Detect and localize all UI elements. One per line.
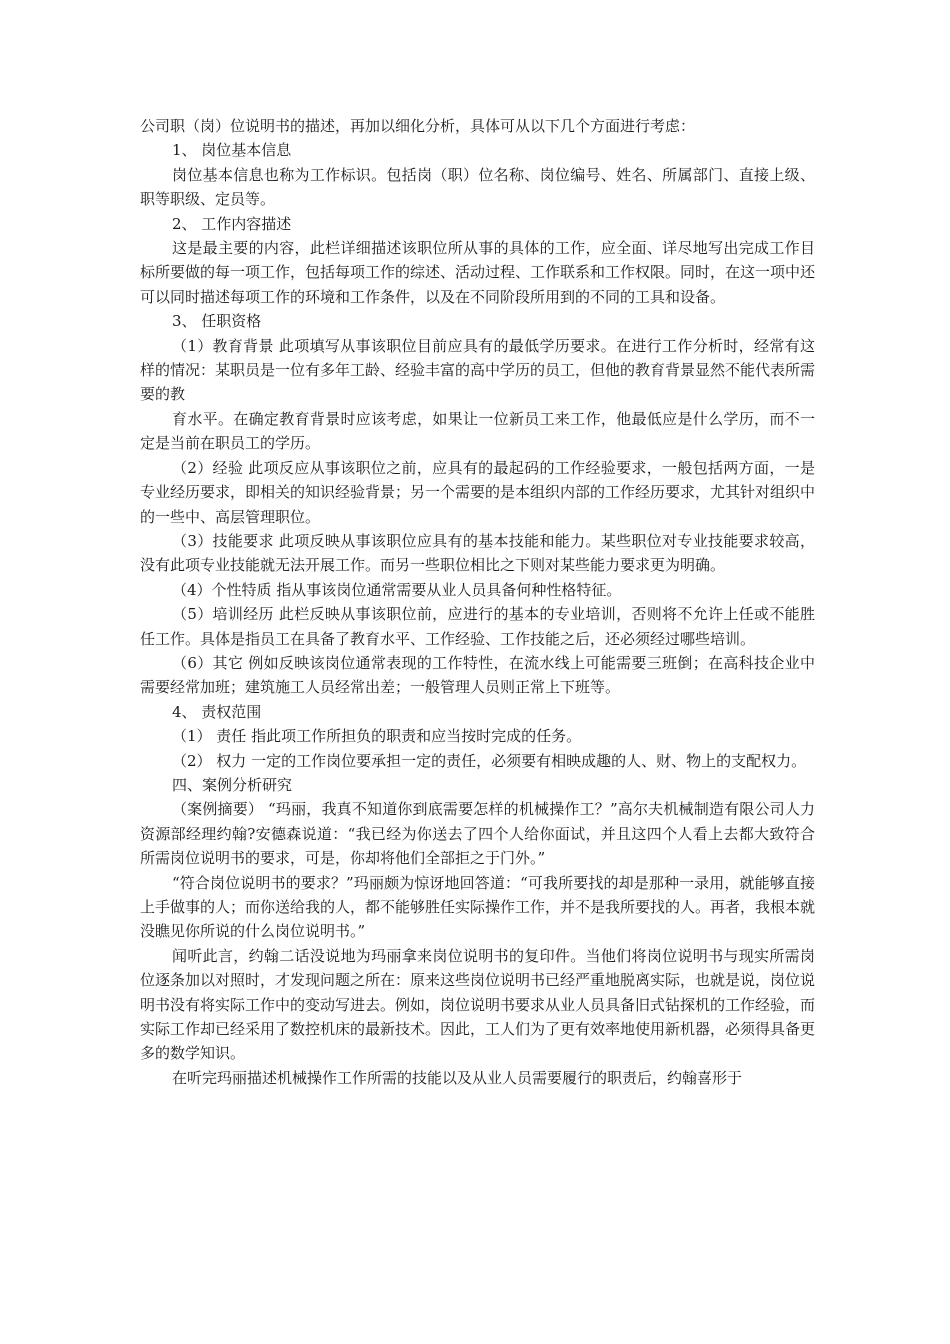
- body-paragraph: 育水平。在确定教育背景时应该考虑，如果让一位新员工来工作，他最低应是什么学历，而不一定是当前在职员工的学历。: [140, 409, 815, 453]
- body-paragraph: （1）教育背景 此项填写从事该职位目前应具有的最低学历要求。在进行工作分析时，经常有这样的情况：某职员是一位有多年工龄、经验丰富的高中学历的员工，但他的教育背景显然不能代表所需要的教: [140, 336, 816, 404]
- body-paragraph: （3）技能要求 此项反映从事该职位应具有的基本技能和能力。某些职位对专业技能要求较高，没有此项专业技能就无法开展工作。而另一些职位相比之下则对某些能力要求更为明确。: [140, 531, 815, 575]
- section-heading-2: 2、 工作内容描述: [172, 214, 292, 233]
- body-paragraph: 在听完玛丽描述机械操作工作所需的技能以及从业人员需要履行的职责后，约翰喜形于: [172, 1068, 743, 1087]
- body-paragraph: （2） 权力 一定的工作岗位要承担一定的责任，必须要有相映成趣的人、财、物上的支配权力。: [172, 751, 807, 770]
- intro-paragraph: 公司职（岗）位说明书的描述，再加以细化分析，具体可从以下几个方面进行考虑：: [140, 117, 696, 135]
- body-paragraph: （1） 责任 指此项工作所担负的职责和应当按时完成的任务。: [172, 727, 582, 746]
- case-study-heading: 四、案例分析研究: [172, 775, 293, 794]
- section-heading-4: 4、 责权范围: [172, 702, 262, 721]
- body-paragraph: “符合岗位说明书的要求？”玛丽颇为惊讶地回答道：“可我所要找的却是那种一录用，就能够直接上手做事的人；而你送给我的人，都不能够胜任实际操作工作，并不是我所要找的人。再者，我根本就没瞧见你所说的什么岗位说明书。”: [140, 873, 816, 941]
- section-heading-1: 1、 岗位基本信息: [172, 141, 292, 160]
- document-page: [140, 114, 815, 1090]
- body-paragraph: （案例摘要） “玛丽，我真不知道你到底需要怎样的机械操作工？”高尔夫机械制造有限公司人力资源部经理约翰?安德森说道：“我已经为你送去了四个人给你面试，并且这四个人看上去都大致符合所需岗位说明书的要求，可是，你却将他们全部拒之于门外。”: [140, 800, 815, 868]
- body-paragraph: （5）培训经历 此栏反映从事该职位前，应进行的基本的专业培训，否则将不允许上任或不能胜任工作。具体是指员工在具备了教育水平、工作经验、工作技能之后，还必须经过哪些培训。: [140, 605, 815, 648]
- section-heading-3: 3、 任职资格: [172, 312, 262, 331]
- body-paragraph: （4）个性特质 指从事该岗位通常需要从业人员具备何种性格特征。: [172, 580, 622, 599]
- body-paragraph: 闻听此言，约翰二话没说地为玛丽拿来岗位说明书的复印件。当他们将岗位说明书与现实所需岗位逐条加以对照时，才发现问题之所在：原来这些岗位说明书已经严重地脱离实际，也就是说，岗位说明书没有将实际工作中的变动写进去。例如，岗位说明书要求从业人员具备旧式钻探机的工作经验，而实际工作却已经采用了数控机床的最新技术。因此，工人们为了更有效率地使用新机器，必须得具备更多的数学知识。: [140, 946, 816, 1063]
- body-paragraph: 这是最主要的内容，此栏详细描述该职位所从事的具体的工作，应全面、详尽地写出完成工作目标所要做的每一项工作，包括每项工作的综述、活动过程、工作联系和工作权限。同时，在这一项中还可以同时描述每项工作的环境和工作条件，以及在不同阶段所用到的不同的工具和设备。: [140, 239, 816, 306]
- body-paragraph: （6）其它 例如反映该岗位通常表现的工作特性，在流水线上可能需要三班倒；在高科技企业中需要经常加班；建筑施工人员经常出差；一般管理人员则正常上下班等。: [140, 653, 815, 697]
- body-paragraph: 岗位基本信息也称为工作标识。包括岗（职）位名称、岗位编号、姓名、所属部门、直接上级、职等职级、定员等。: [140, 165, 815, 209]
- body-paragraph: （2）经验 此项反应从事该职位之前，应具有的最起码的工作经验要求，一般包括两方面，一是专业经历要求，即相关的知识经验背景；另一个需要的是本组织内部的工作经历要求，尤其针对组织中的一些中、高层管理职位。: [140, 458, 816, 526]
